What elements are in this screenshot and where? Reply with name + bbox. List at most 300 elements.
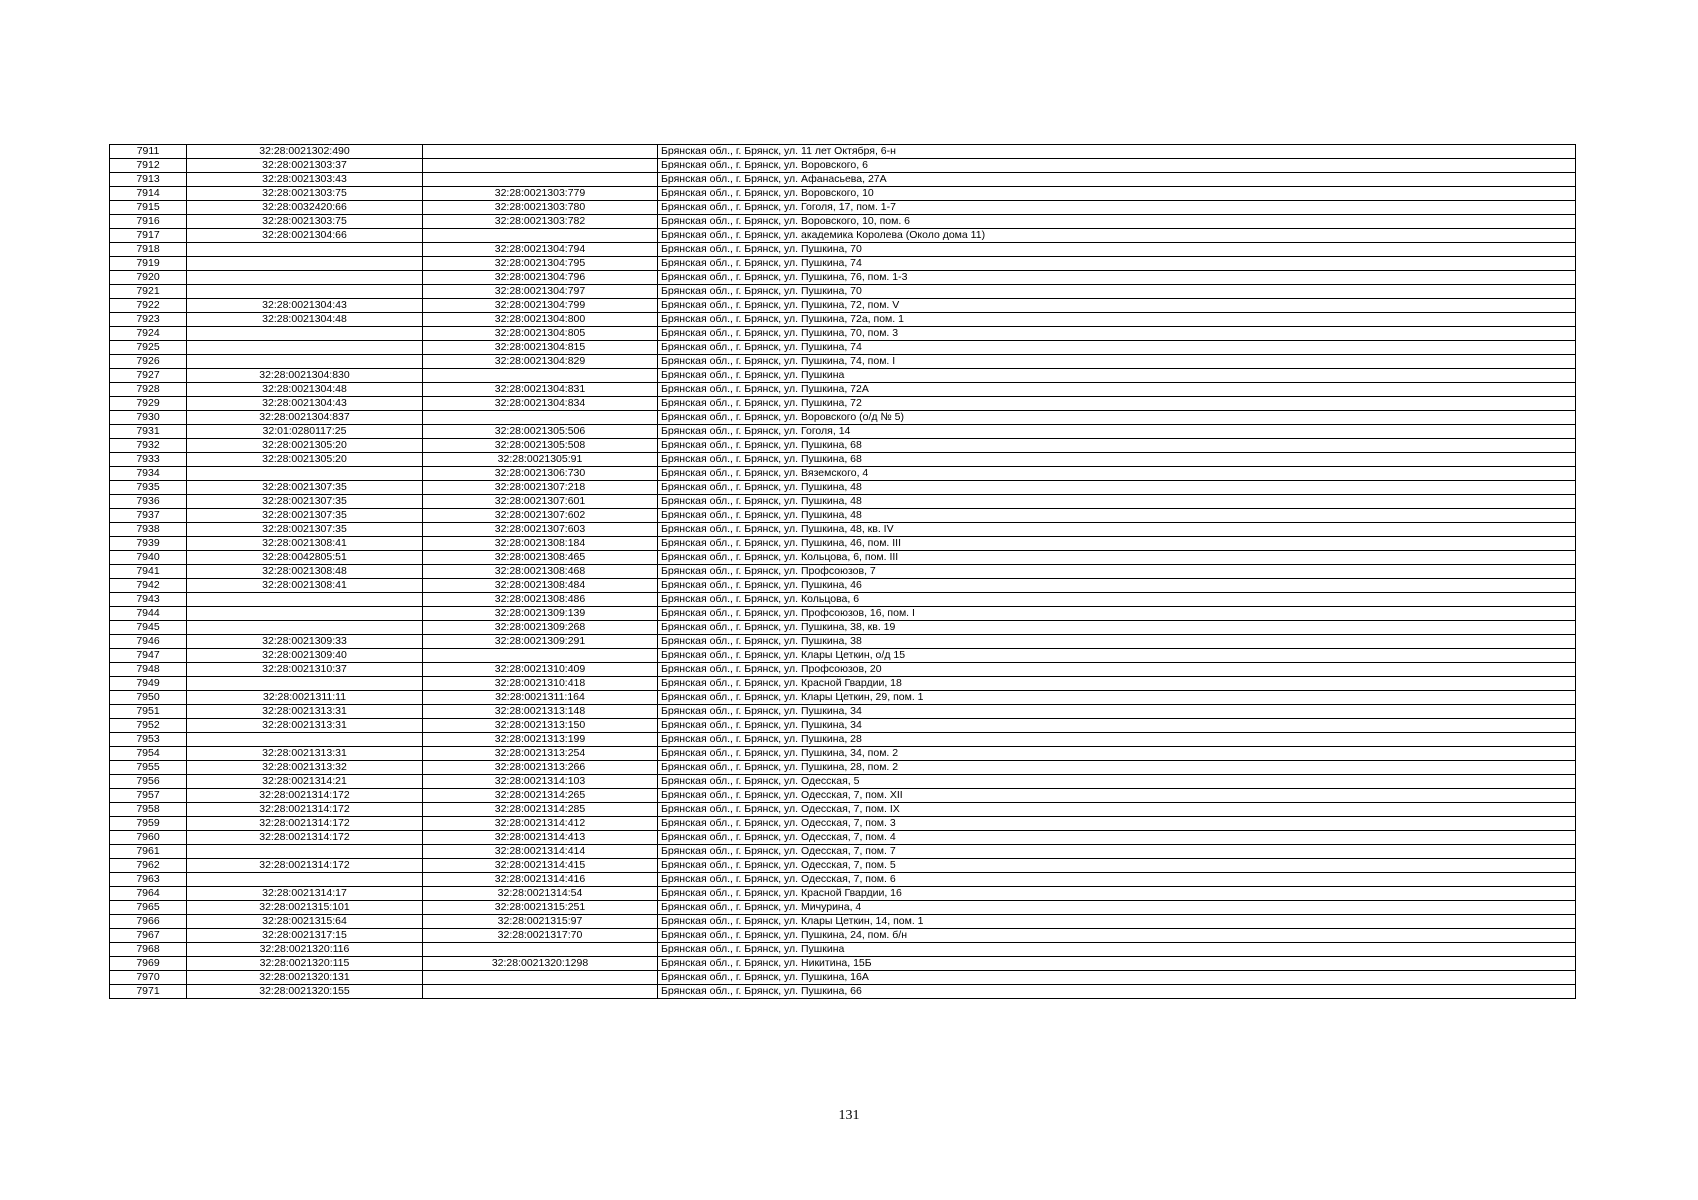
table-row: [110, 411, 1576, 425]
table-row: [110, 817, 1576, 831]
building-cadastral-number-cell: [423, 229, 658, 243]
building-cadastral-number-cell: [423, 369, 658, 383]
table-row: [110, 215, 1576, 229]
table-row: [110, 677, 1576, 691]
land-cadastral-number-cell: 32:28:0021314:172: [187, 831, 423, 845]
land-cadastral-number-cell: 32:28:0021307:35: [187, 481, 423, 495]
land-cadastral-number-cell: 32:28:0021304:43: [187, 299, 423, 313]
table-row: [110, 775, 1576, 789]
table-row: [110, 145, 1576, 159]
table-row: [110, 327, 1576, 341]
address-cell: Брянская обл., г. Брянск, ул. Пушкина, 48: [658, 495, 1576, 509]
building-cadastral-number-cell: 32:28:0021308:486: [423, 593, 658, 607]
row-number-cell: 7947: [110, 649, 187, 663]
table-row: [110, 313, 1576, 327]
land-cadastral-number-cell: [187, 621, 423, 635]
address-cell: Брянская обл., г. Брянск, ул. Пушкина, 72, пом. V: [658, 299, 1576, 313]
table-row: [110, 621, 1576, 635]
building-cadastral-number-cell: 32:28:0021304:799: [423, 299, 658, 313]
building-cadastral-number-cell: 32:28:0021317:70: [423, 929, 658, 943]
table-row: [110, 355, 1576, 369]
table-row: [110, 397, 1576, 411]
row-number-cell: 7961: [110, 845, 187, 859]
table-row: [110, 831, 1576, 845]
building-cadastral-number-cell: 32:28:0021305:506: [423, 425, 658, 439]
row-number-cell: 7923: [110, 313, 187, 327]
land-cadastral-number-cell: [187, 257, 423, 271]
land-cadastral-number-cell: 32:28:0021303:75: [187, 187, 423, 201]
building-cadastral-number-cell: 32:28:0021311:164: [423, 691, 658, 705]
building-cadastral-number-cell: 32:28:0021304:794: [423, 243, 658, 257]
building-cadastral-number-cell: 32:28:0021307:603: [423, 523, 658, 537]
row-number-cell: 7943: [110, 593, 187, 607]
table-row: [110, 593, 1576, 607]
registry-table: [109, 144, 1576, 999]
land-cadastral-number-cell: 32:28:0021313:31: [187, 705, 423, 719]
building-cadastral-number-cell: 32:28:0021306:730: [423, 467, 658, 481]
address-cell: Брянская обл., г. Брянск, ул. Пушкина, 46, пом. III: [658, 537, 1576, 551]
land-cadastral-number-cell: 32:28:0021307:35: [187, 495, 423, 509]
address-cell: Брянская обл., г. Брянск, ул. Красной Гвардии, 16: [658, 887, 1576, 901]
building-cadastral-number-cell: 32:28:0021313:148: [423, 705, 658, 719]
address-cell: Брянская обл., г. Брянск, ул. Мичурина, 4: [658, 901, 1576, 915]
land-cadastral-number-cell: 32:28:0021307:35: [187, 509, 423, 523]
table-row: [110, 635, 1576, 649]
building-cadastral-number-cell: 32:28:0021314:415: [423, 859, 658, 873]
building-cadastral-number-cell: 32:28:0021304:796: [423, 271, 658, 285]
row-number-cell: 7931: [110, 425, 187, 439]
table-row: [110, 481, 1576, 495]
address-cell: Брянская обл., г. Брянск, ул. Гоголя, 14: [658, 425, 1576, 439]
building-cadastral-number-cell: 32:28:0021314:103: [423, 775, 658, 789]
address-cell: Брянская обл., г. Брянск, ул. 11 лет Октября, 6-н: [658, 145, 1576, 159]
building-cadastral-number-cell: [423, 173, 658, 187]
table-row: [110, 243, 1576, 257]
building-cadastral-number-cell: 32:28:0021309:139: [423, 607, 658, 621]
table-row: [110, 201, 1576, 215]
address-cell: Брянская обл., г. Брянск, ул. Пушкина, 74: [658, 341, 1576, 355]
row-number-cell: 7946: [110, 635, 187, 649]
address-cell: Брянская обл., г. Брянск, ул. Одесская, 7, пом. XII: [658, 789, 1576, 803]
land-cadastral-number-cell: [187, 243, 423, 257]
building-cadastral-number-cell: 32:28:0021304:829: [423, 355, 658, 369]
land-cadastral-number-cell: [187, 327, 423, 341]
land-cadastral-number-cell: [187, 467, 423, 481]
table-row: [110, 257, 1576, 271]
row-number-cell: 7922: [110, 299, 187, 313]
table-row: [110, 859, 1576, 873]
table-row: [110, 285, 1576, 299]
row-number-cell: 7918: [110, 243, 187, 257]
land-cadastral-number-cell: [187, 593, 423, 607]
land-cadastral-number-cell: 32:28:0021315:101: [187, 901, 423, 915]
table-row: [110, 705, 1576, 719]
building-cadastral-number-cell: 32:28:0021309:291: [423, 635, 658, 649]
row-number-cell: 7926: [110, 355, 187, 369]
table-row: [110, 733, 1576, 747]
table-row: [110, 369, 1576, 383]
land-cadastral-number-cell: 32:28:0021314:172: [187, 803, 423, 817]
land-cadastral-number-cell: 32:28:0021304:48: [187, 313, 423, 327]
address-cell: Брянская обл., г. Брянск, ул. Пушкина, 72а, пом. 1: [658, 313, 1576, 327]
building-cadastral-number-cell: 32:28:0021304:834: [423, 397, 658, 411]
row-number-cell: 7971: [110, 985, 187, 999]
building-cadastral-number-cell: 32:28:0021305:91: [423, 453, 658, 467]
row-number-cell: 7933: [110, 453, 187, 467]
table-row: [110, 383, 1576, 397]
table-row: [110, 761, 1576, 775]
row-number-cell: 7942: [110, 579, 187, 593]
building-cadastral-number-cell: 32:28:0021304:815: [423, 341, 658, 355]
table-row: [110, 523, 1576, 537]
row-number-cell: 7949: [110, 677, 187, 691]
land-cadastral-number-cell: [187, 873, 423, 887]
row-number-cell: 7960: [110, 831, 187, 845]
building-cadastral-number-cell: 32:28:0021308:484: [423, 579, 658, 593]
land-cadastral-number-cell: [187, 607, 423, 621]
land-cadastral-number-cell: [187, 271, 423, 285]
building-cadastral-number-cell: 32:28:0021303:782: [423, 215, 658, 229]
address-cell: Брянская обл., г. Брянск, ул. Пушкина, 48: [658, 509, 1576, 523]
row-number-cell: 7932: [110, 439, 187, 453]
land-cadastral-number-cell: 32:28:0021313:31: [187, 747, 423, 761]
building-cadastral-number-cell: 32:28:0021315:251: [423, 901, 658, 915]
building-cadastral-number-cell: 32:28:0021313:266: [423, 761, 658, 775]
address-cell: Брянская обл., г. Брянск, ул. Пушкина: [658, 369, 1576, 383]
table-row: [110, 341, 1576, 355]
address-cell: Брянская обл., г. Брянск, ул. Кольцова, 6, пом. III: [658, 551, 1576, 565]
address-cell: Брянская обл., г. Брянск, ул. Пушкина, 48, кв. IV: [658, 523, 1576, 537]
table-row: [110, 915, 1576, 929]
building-cadastral-number-cell: 32:28:0021304:805: [423, 327, 658, 341]
address-cell: Брянская обл., г. Брянск, ул. Пушкина, 68: [658, 453, 1576, 467]
land-cadastral-number-cell: 32:28:0021308:48: [187, 565, 423, 579]
row-number-cell: 7952: [110, 719, 187, 733]
table-row: [110, 663, 1576, 677]
page-number: 131: [838, 1108, 860, 1123]
address-cell: Брянская обл., г. Брянск, ул. Пушкина, 74, пом. I: [658, 355, 1576, 369]
land-cadastral-number-cell: [187, 845, 423, 859]
building-cadastral-number-cell: 32:28:0021310:409: [423, 663, 658, 677]
building-cadastral-number-cell: 32:28:0021304:831: [423, 383, 658, 397]
land-cadastral-number-cell: [187, 733, 423, 747]
address-cell: Брянская обл., г. Брянск, ул. Пушкина, 70: [658, 285, 1576, 299]
address-cell: Брянская обл., г. Брянск, ул. Пушкина, 76, пом. 1-3: [658, 271, 1576, 285]
building-cadastral-number-cell: [423, 985, 658, 999]
row-number-cell: 7967: [110, 929, 187, 943]
land-cadastral-number-cell: 32:28:0021304:837: [187, 411, 423, 425]
table-row: [110, 495, 1576, 509]
land-cadastral-number-cell: 32:28:0021315:64: [187, 915, 423, 929]
building-cadastral-number-cell: [423, 971, 658, 985]
building-cadastral-number-cell: 32:28:0021303:780: [423, 201, 658, 215]
building-cadastral-number-cell: 32:28:0021320:1298: [423, 957, 658, 971]
building-cadastral-number-cell: 32:28:0021310:418: [423, 677, 658, 691]
building-cadastral-number-cell: 32:28:0021307:601: [423, 495, 658, 509]
building-cadastral-number-cell: 32:28:0021305:508: [423, 439, 658, 453]
land-cadastral-number-cell: 32:28:0021304:48: [187, 383, 423, 397]
land-cadastral-number-cell: 32:28:0021303:43: [187, 173, 423, 187]
address-cell: Брянская обл., г. Брянск, ул. Пушкина, 16А: [658, 971, 1576, 985]
address-cell: Брянская обл., г. Брянск, ул. Одесская, 7, пом. 5: [658, 859, 1576, 873]
address-cell: Брянская обл., г. Брянск, ул. Одесская, 7, пом. 4: [658, 831, 1576, 845]
address-cell: Брянская обл., г. Брянск, ул. академика Королева (Около дома 11): [658, 229, 1576, 243]
row-number-cell: 7939: [110, 537, 187, 551]
address-cell: Брянская обл., г. Брянск, ул. Пушкина, 74: [658, 257, 1576, 271]
table-row: [110, 271, 1576, 285]
row-number-cell: 7957: [110, 789, 187, 803]
building-cadastral-number-cell: 32:28:0021307:218: [423, 481, 658, 495]
building-cadastral-number-cell: 32:28:0021307:602: [423, 509, 658, 523]
row-number-cell: 7956: [110, 775, 187, 789]
table-row: [110, 747, 1576, 761]
address-cell: Брянская обл., г. Брянск, ул. Пушкина, 28: [658, 733, 1576, 747]
building-cadastral-number-cell: [423, 943, 658, 957]
table-row: [110, 425, 1576, 439]
row-number-cell: 7969: [110, 957, 187, 971]
land-cadastral-number-cell: 32:28:0021320:115: [187, 957, 423, 971]
table-row: [110, 901, 1576, 915]
land-cadastral-number-cell: 32:28:0021314:21: [187, 775, 423, 789]
address-cell: Брянская обл., г. Брянск, ул. Пушкина, 68: [658, 439, 1576, 453]
row-number-cell: 7950: [110, 691, 187, 705]
row-number-cell: 7944: [110, 607, 187, 621]
row-number-cell: 7928: [110, 383, 187, 397]
building-cadastral-number-cell: 32:28:0021308:468: [423, 565, 658, 579]
building-cadastral-number-cell: 32:28:0021304:797: [423, 285, 658, 299]
land-cadastral-number-cell: 32:28:0021320:155: [187, 985, 423, 999]
building-cadastral-number-cell: 32:28:0021308:465: [423, 551, 658, 565]
address-cell: Брянская обл., г. Брянск, ул. Воровского, 6: [658, 159, 1576, 173]
land-cadastral-number-cell: 32:28:0021303:37: [187, 159, 423, 173]
row-number-cell: 7941: [110, 565, 187, 579]
table-row: [110, 803, 1576, 817]
address-cell: Брянская обл., г. Брянск, ул. Никитина, 15Б: [658, 957, 1576, 971]
land-cadastral-number-cell: 32:28:0021307:35: [187, 523, 423, 537]
building-cadastral-number-cell: 32:28:0021314:416: [423, 873, 658, 887]
table-row: [110, 467, 1576, 481]
row-number-cell: 7912: [110, 159, 187, 173]
address-cell: Брянская обл., г. Брянск, ул. Профсоюзов, 16, пом. I: [658, 607, 1576, 621]
row-number-cell: 7937: [110, 509, 187, 523]
row-number-cell: 7920: [110, 271, 187, 285]
row-number-cell: 7966: [110, 915, 187, 929]
row-number-cell: 7945: [110, 621, 187, 635]
table-row: [110, 985, 1576, 999]
address-cell: Брянская обл., г. Брянск, ул. Гоголя, 17, пом. 1-7: [658, 201, 1576, 215]
table-row: [110, 173, 1576, 187]
row-number-cell: 7951: [110, 705, 187, 719]
address-cell: Брянская обл., г. Брянск, ул. Кольцова, 6: [658, 593, 1576, 607]
row-number-cell: 7921: [110, 285, 187, 299]
address-cell: Брянская обл., г. Брянск, ул. Одесская, 7, пом. 7: [658, 845, 1576, 859]
land-cadastral-number-cell: 32:28:0021302:490: [187, 145, 423, 159]
building-cadastral-number-cell: 32:28:0021314:412: [423, 817, 658, 831]
land-cadastral-number-cell: 32:28:0021320:131: [187, 971, 423, 985]
building-cadastral-number-cell: 32:28:0021314:285: [423, 803, 658, 817]
table-row: [110, 537, 1576, 551]
table-row: [110, 299, 1576, 313]
row-number-cell: 7958: [110, 803, 187, 817]
row-number-cell: 7914: [110, 187, 187, 201]
table-row: [110, 971, 1576, 985]
land-cadastral-number-cell: 32:28:0021314:172: [187, 817, 423, 831]
address-cell: Брянская обл., г. Брянск, ул. Одесская, 7, пом. 6: [658, 873, 1576, 887]
land-cadastral-number-cell: 32:28:0021314:172: [187, 789, 423, 803]
address-cell: Брянская обл., г. Брянск, ул. Пушкина, 34: [658, 705, 1576, 719]
building-cadastral-number-cell: 32:28:0021315:97: [423, 915, 658, 929]
registry-table-body: [110, 145, 1576, 999]
row-number-cell: 7925: [110, 341, 187, 355]
land-cadastral-number-cell: 32:28:0021308:41: [187, 579, 423, 593]
land-cadastral-number-cell: 32:28:0021317:15: [187, 929, 423, 943]
land-cadastral-number-cell: 32:28:0021304:66: [187, 229, 423, 243]
row-number-cell: 7911: [110, 145, 187, 159]
land-cadastral-number-cell: 32:28:0021304:830: [187, 369, 423, 383]
land-cadastral-number-cell: 32:28:0021313:31: [187, 719, 423, 733]
table-row: [110, 873, 1576, 887]
building-cadastral-number-cell: [423, 411, 658, 425]
row-number-cell: 7954: [110, 747, 187, 761]
building-cadastral-number-cell: 32:28:0021304:795: [423, 257, 658, 271]
row-number-cell: 7919: [110, 257, 187, 271]
land-cadastral-number-cell: 32:28:0042805:51: [187, 551, 423, 565]
row-number-cell: 7963: [110, 873, 187, 887]
building-cadastral-number-cell: [423, 145, 658, 159]
table-row: [110, 453, 1576, 467]
table-row: [110, 509, 1576, 523]
address-cell: Брянская обл., г. Брянск, ул. Одесская, 5: [658, 775, 1576, 789]
building-cadastral-number-cell: 32:28:0021314:414: [423, 845, 658, 859]
row-number-cell: 7913: [110, 173, 187, 187]
table-row: [110, 649, 1576, 663]
row-number-cell: 7959: [110, 817, 187, 831]
address-cell: Брянская обл., г. Брянск, ул. Пушкина, 28, пом. 2: [658, 761, 1576, 775]
address-cell: Брянская обл., г. Брянск, ул. Одесская, 7, пом. 3: [658, 817, 1576, 831]
address-cell: Брянская обл., г. Брянск, ул. Пушкина, 38: [658, 635, 1576, 649]
address-cell: Брянская обл., г. Брянск, ул. Клары Цеткин, о/д 15: [658, 649, 1576, 663]
row-number-cell: 7934: [110, 467, 187, 481]
address-cell: Брянская обл., г. Брянск, ул. Клары Цеткин, 29, пом. 1: [658, 691, 1576, 705]
address-cell: Брянская обл., г. Брянск, ул. Воровского, 10, пом. 6: [658, 215, 1576, 229]
land-cadastral-number-cell: [187, 677, 423, 691]
land-cadastral-number-cell: [187, 341, 423, 355]
address-cell: Брянская обл., г. Брянск, ул. Клары Цеткин, 14, пом. 1: [658, 915, 1576, 929]
address-cell: Брянская обл., г. Брянск, ул. Пушкина, 38, кв. 19: [658, 621, 1576, 635]
building-cadastral-number-cell: [423, 159, 658, 173]
land-cadastral-number-cell: 32:28:0021310:37: [187, 663, 423, 677]
building-cadastral-number-cell: 32:28:0021304:800: [423, 313, 658, 327]
table-row: [110, 943, 1576, 957]
table-row: [110, 887, 1576, 901]
address-cell: Брянская обл., г. Брянск, ул. Пушкина, 34: [658, 719, 1576, 733]
table-row: [110, 845, 1576, 859]
address-cell: Брянская обл., г. Брянск, ул. Пушкина, 70, пом. 3: [658, 327, 1576, 341]
table-row: [110, 229, 1576, 243]
land-cadastral-number-cell: 32:28:0021314:17: [187, 887, 423, 901]
address-cell: Брянская обл., г. Брянск, ул. Пушкина, 24, пом. б/н: [658, 929, 1576, 943]
table-row: [110, 439, 1576, 453]
address-cell: Брянская обл., г. Брянск, ул. Пушкина: [658, 943, 1576, 957]
address-cell: Брянская обл., г. Брянск, ул. Вяземского, 4: [658, 467, 1576, 481]
land-cadastral-number-cell: 32:28:0021313:32: [187, 761, 423, 775]
address-cell: Брянская обл., г. Брянск, ул. Пушкина, 34, пом. 2: [658, 747, 1576, 761]
row-number-cell: 7953: [110, 733, 187, 747]
building-cadastral-number-cell: 32:28:0021309:268: [423, 621, 658, 635]
row-number-cell: 7938: [110, 523, 187, 537]
row-number-cell: 7927: [110, 369, 187, 383]
row-number-cell: 7965: [110, 901, 187, 915]
address-cell: Брянская обл., г. Брянск, ул. Пушкина, 72: [658, 397, 1576, 411]
row-number-cell: 7936: [110, 495, 187, 509]
land-cadastral-number-cell: 32:01:0280117:25: [187, 425, 423, 439]
building-cadastral-number-cell: 32:28:0021314:54: [423, 887, 658, 901]
row-number-cell: 7964: [110, 887, 187, 901]
land-cadastral-number-cell: 32:28:0032420:66: [187, 201, 423, 215]
table-row: [110, 719, 1576, 733]
land-cadastral-number-cell: 32:28:0021305:20: [187, 439, 423, 453]
land-cadastral-number-cell: [187, 285, 423, 299]
building-cadastral-number-cell: 32:28:0021313:150: [423, 719, 658, 733]
row-number-cell: 7917: [110, 229, 187, 243]
address-cell: Брянская обл., г. Брянск, ул. Пушкина, 70: [658, 243, 1576, 257]
table-row: [110, 957, 1576, 971]
table-row: [110, 789, 1576, 803]
table-row: [110, 691, 1576, 705]
building-cadastral-number-cell: 32:28:0021314:413: [423, 831, 658, 845]
address-cell: Брянская обл., г. Брянск, ул. Воровского (о/д № 5): [658, 411, 1576, 425]
address-cell: Брянская обл., г. Брянск, ул. Пушкина, 72А: [658, 383, 1576, 397]
row-number-cell: 7962: [110, 859, 187, 873]
address-cell: Брянская обл., г. Брянск, ул. Пушкина, 48: [658, 481, 1576, 495]
address-cell: Брянская обл., г. Брянск, ул. Пушкина, 66: [658, 985, 1576, 999]
table-row: [110, 579, 1576, 593]
row-number-cell: 7929: [110, 397, 187, 411]
building-cadastral-number-cell: 32:28:0021314:265: [423, 789, 658, 803]
land-cadastral-number-cell: 32:28:0021305:20: [187, 453, 423, 467]
row-number-cell: 7935: [110, 481, 187, 495]
row-number-cell: 7968: [110, 943, 187, 957]
building-cadastral-number-cell: 32:28:0021303:779: [423, 187, 658, 201]
row-number-cell: 7930: [110, 411, 187, 425]
building-cadastral-number-cell: 32:28:0021313:254: [423, 747, 658, 761]
land-cadastral-number-cell: 32:28:0021320:116: [187, 943, 423, 957]
row-number-cell: 7924: [110, 327, 187, 341]
table-row: [110, 565, 1576, 579]
address-cell: Брянская обл., г. Брянск, ул. Красной Гвардии, 18: [658, 677, 1576, 691]
building-cadastral-number-cell: [423, 649, 658, 663]
land-cadastral-number-cell: 32:28:0021303:75: [187, 215, 423, 229]
address-cell: Брянская обл., г. Брянск, ул. Пушкина, 46: [658, 579, 1576, 593]
address-cell: Брянская обл., г. Брянск, ул. Профсоюзов, 20: [658, 663, 1576, 677]
building-cadastral-number-cell: 32:28:0021313:199: [423, 733, 658, 747]
address-cell: Брянская обл., г. Брянск, ул. Одесская, 7, пом. IX: [658, 803, 1576, 817]
address-cell: Брянская обл., г. Брянск, ул. Профсоюзов, 7: [658, 565, 1576, 579]
land-cadastral-number-cell: 32:28:0021308:41: [187, 537, 423, 551]
row-number-cell: 7916: [110, 215, 187, 229]
table-row: [110, 929, 1576, 943]
table-row: [110, 187, 1576, 201]
row-number-cell: 7970: [110, 971, 187, 985]
address-cell: Брянская обл., г. Брянск, ул. Воровского, 10: [658, 187, 1576, 201]
land-cadastral-number-cell: [187, 355, 423, 369]
row-number-cell: 7915: [110, 201, 187, 215]
row-number-cell: 7940: [110, 551, 187, 565]
land-cadastral-number-cell: 32:28:0021314:172: [187, 859, 423, 873]
table-row: [110, 159, 1576, 173]
land-cadastral-number-cell: 32:28:0021309:33: [187, 635, 423, 649]
land-cadastral-number-cell: 32:28:0021309:40: [187, 649, 423, 663]
